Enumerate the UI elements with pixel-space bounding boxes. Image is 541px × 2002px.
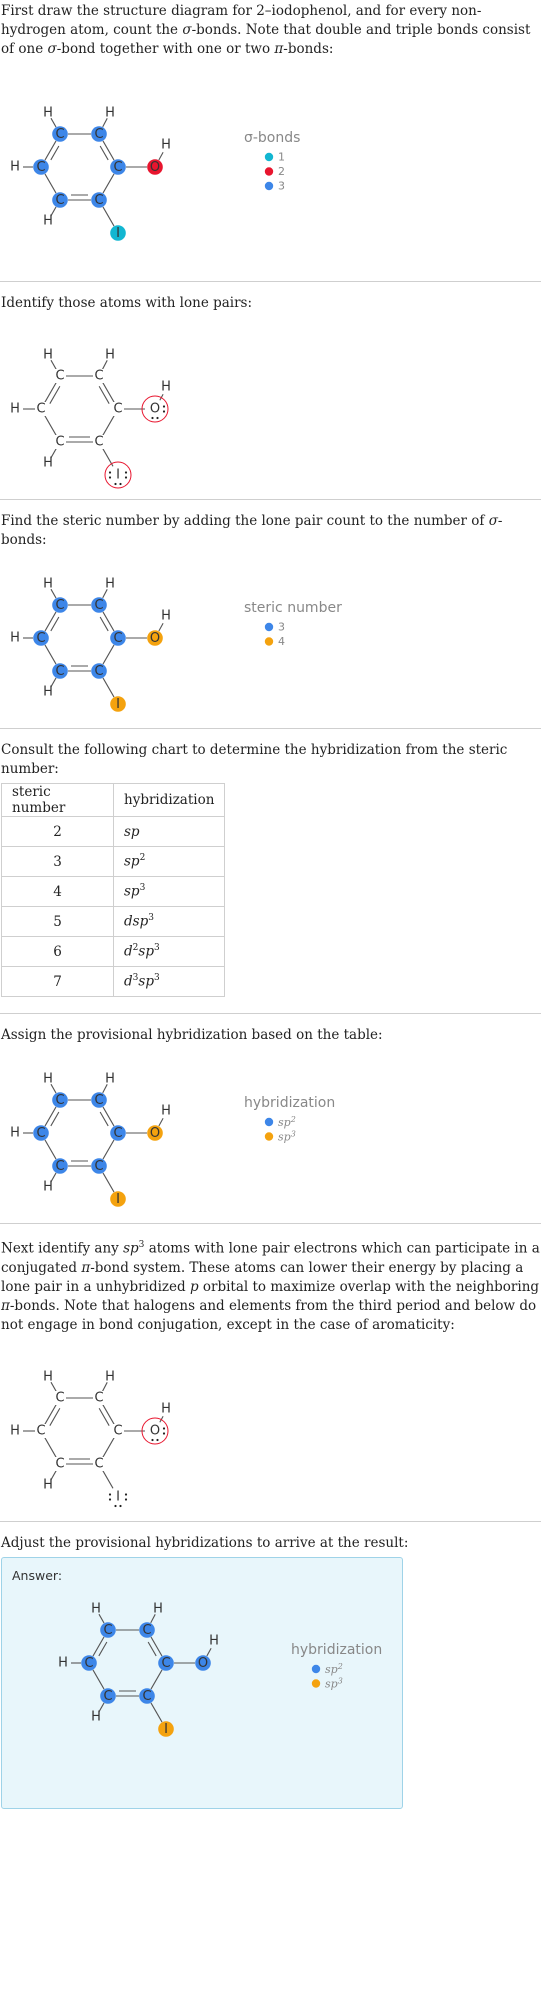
section-text: Adjust the provisional hybridizations to arrive at the result: [1,1534,409,1551]
hybridization-cell: sp [114,817,225,847]
section-text: Identify those atoms with lone pairs: [1,295,253,311]
hydrogen-label: H [10,1423,20,1438]
legend-title: hybridization [291,1641,383,1658]
oxygen-label: O [149,401,161,417]
hydrogen-label: H [43,1477,53,1492]
steric-number-cell: 2 [2,817,114,847]
lone-pair-dot [125,471,127,473]
atom-label: O [149,1126,161,1141]
hydrogen-label: H [105,576,115,592]
carbon-label: C [94,1390,104,1405]
bond-line [93,1636,104,1655]
lone-pair-dot [119,1504,121,1506]
bond-line [159,623,163,631]
atom-label: C [113,160,123,175]
bond-line [103,141,114,160]
atom-label: C [94,664,104,679]
bond-line [102,1436,115,1459]
bond-line [99,386,109,403]
hydrogen-label: H [105,1071,115,1087]
carbon-label: C [94,368,104,384]
bond-line [45,1107,56,1126]
hydrogen-label: H [10,159,20,175]
table-header-row [2,784,225,817]
section-text: Consult the following chart to determine the hybridization from the steric number: [1,742,508,777]
hydrogen-label: H [105,1369,115,1384]
bond-line [44,1436,57,1459]
legend-dot [312,1664,320,1672]
structure-diagram [0,1335,541,1521]
lone-pair-dot [109,1498,111,1500]
molecule-svg [0,550,541,728]
carbon-label: C [113,401,123,417]
section-provisional-hybridization [0,1014,541,1223]
legend-dot [265,153,273,161]
steric-number-cell: 6 [2,937,114,967]
hydrogen-label: H [43,684,53,700]
carbon-label: C [55,1390,65,1405]
legend-title: steric number [244,600,342,616]
table-header: steric number [2,784,114,817]
hydrogen-label: H [161,137,171,153]
hydrogen-label: H [58,1655,68,1670]
oxygen-label: O [149,1423,161,1438]
atom-label: C [103,1688,113,1704]
bond-line [45,174,56,193]
lone-pair-dot [163,1427,165,1429]
atom-label: C [36,160,46,175]
answer-label: Answer: [12,1567,63,1583]
lone-pair-dot [125,1498,127,1500]
bond-line [44,414,57,437]
bond-line [103,1107,114,1126]
legend-label: $sp^3$ [325,1676,343,1690]
table-row [2,877,225,907]
hydrogen-label: H [153,1601,163,1616]
bond-line [102,1469,113,1488]
carbon-label: C [94,434,104,450]
table-header: hybridization [114,784,225,817]
atom-label: O [149,631,161,646]
atom-label: C [94,127,104,142]
bond-line [45,1140,56,1159]
bond-line [44,381,57,404]
table-row [2,907,225,937]
section-text: First draw the structure diagram for 2–iodophenol, and for every non-hydrogen atom, count the σ-bonds. Note that double and triple bonds consist of one σ-bond together with one or two π-bonds: [1,3,531,57]
bond-line [50,386,60,403]
legend-dot [265,182,273,190]
hydrogen-label: H [10,1125,20,1141]
molecule-svg [0,1335,541,1521]
molecule-svg [0,313,541,499]
atom-label: O [197,1655,209,1671]
atom-label: I [116,1192,120,1207]
legend-label: 3 [278,620,285,634]
atom-label: I [164,1721,168,1737]
section-text: Find the steric number by adding the lone pair count to the number of σ-bonds: [1,513,503,548]
structure-diagram [0,59,541,281]
atom-label: C [94,193,104,208]
hydrogen-label: H [43,1369,53,1384]
hybridization-cell: $d^3sp^3$ [114,967,225,997]
carbon-label: C [94,1456,104,1471]
hydrogen-label: H [161,608,171,624]
molecule-svg [2,1558,402,1808]
hydrogen-label: H [43,347,53,363]
carbon-label: C [55,1456,65,1471]
atom-label: C [142,1688,152,1704]
table-row [2,967,225,997]
section-text: Assign the provisional hybridization based on the table: [1,1027,383,1043]
steric-number-cell: 7 [2,967,114,997]
structure-diagram [0,313,541,499]
atom-label: C [113,1126,123,1141]
molecule-svg [0,59,541,281]
legend-label: 3 [278,179,285,193]
atom-label: I [116,226,120,241]
hybridization-cell: dsp$^3$ [114,907,225,937]
atom-label: I [116,697,120,712]
hybridization-cell: $d^2sp^3$ [114,937,225,967]
bond-line [151,1636,162,1655]
legend-dot [265,637,273,645]
atom-label: C [161,1655,171,1671]
bond-line [45,645,56,664]
bond-line [99,1408,109,1425]
legend-title: σ-bonds [244,130,301,146]
atom-label: C [94,1093,104,1108]
hydrogen-label: H [161,1103,171,1119]
carbon-label: C [113,1423,123,1438]
hybridization-table [1,783,225,997]
legend-label: $sp^2$ [278,1115,296,1129]
hydrogen-label: H [10,630,20,646]
legend-dot [265,167,273,175]
table-row [2,817,225,847]
atom-label: C [113,631,123,646]
atom-label: C [55,1159,65,1174]
atom-label: C [55,127,65,142]
lone-pair-dot [151,417,153,419]
hydrogen-label: H [209,1633,219,1648]
hydrogen-label: H [161,1401,171,1416]
lone-pair-dot [109,1493,111,1495]
atom-label: C [94,598,104,613]
legend-dot [312,1679,320,1687]
lone-pair-dot [163,410,165,412]
bond-line [103,612,114,631]
hydrogen-label: H [43,1179,53,1195]
lone-pair-dot [125,1493,127,1495]
legend-label: $sp^3$ [278,1129,296,1144]
lone-pair-dot [109,476,111,478]
section-lone-pairs [0,282,541,499]
hybridization-cell: $sp^2$ [114,847,225,877]
atom-label: C [103,1622,113,1638]
lone-pair-dot [151,1438,153,1440]
section-answer [0,1522,541,1809]
atom-label: C [55,664,65,679]
atom-label: C [55,193,65,208]
hydrogen-label: H [91,1601,101,1616]
bond-line [103,678,114,697]
legend-dot [265,1118,273,1126]
legend-label: $sp^2$ [325,1661,343,1676]
iodine-label: I [116,1489,120,1504]
atom-label: C [142,1622,152,1638]
carbon-label: C [55,368,65,384]
bond-line [103,1173,114,1192]
section-conjugation [0,1224,541,1521]
lone-pair-dot [109,471,111,473]
lone-pair-dot [114,1504,116,1506]
bond-line [151,1702,162,1721]
bond-line [103,174,114,193]
bond-line [102,381,115,404]
atom-label: C [36,1126,46,1141]
hydrogen-label: H [43,105,53,121]
bond-line [45,141,56,160]
bond-line [151,1669,162,1688]
lone-pair-dot [163,1432,165,1434]
bond-line [103,207,114,226]
bond-line [93,1669,104,1688]
legend-dot [265,623,273,631]
section-hybridization-chart [0,729,541,1013]
section-steric-number [0,500,541,728]
atom-label: C [55,1093,65,1108]
lone-pair-dot [119,483,121,485]
structure-diagram [0,1045,541,1223]
carbon-label: C [36,401,46,417]
hydrogen-label: H [43,455,53,471]
bond-line [103,645,114,664]
bond-line [159,1118,163,1126]
hydrogen-label: H [43,213,53,229]
bond-line [159,152,163,160]
legend-dot [265,1132,273,1140]
steric-number-cell: 3 [2,847,114,877]
legend-title: hybridization [244,1095,336,1111]
legend-label: 4 [278,635,285,648]
legend-label: 2 [278,165,285,178]
lone-pair-dot [163,405,165,407]
hydrogen-label: H [105,105,115,121]
atom-label: C [94,1159,104,1174]
hydrogen-label: H [10,401,20,417]
atom-label: C [36,631,46,646]
atom-label: C [55,598,65,613]
lone-pair-dot [156,417,158,419]
section-text: Next identify any $sp^3$ atoms with lone pair electrons which can participate in a conjugated π-bond system. These atoms can lower their energy by placing a lone pair in a unhybridized p orbital to maximize overlap with the neighboring π-bonds. Note that halogens and elements from the third period and below do not engage in bond conjugation, except in the case of aromaticity: [1,1240,540,1333]
table-row [2,937,225,967]
iodine-label: I [116,467,120,483]
legend-label: 1 [278,150,285,164]
section-sigma-bonds [0,0,541,281]
atom-label: O [149,160,161,175]
hydrogen-label: H [105,347,115,363]
bond-line [103,1140,114,1159]
atom-label: C [84,1655,94,1671]
carbon-label: C [36,1423,46,1438]
steric-number-cell: 4 [2,877,114,907]
table-row [2,847,225,877]
bond-line [50,1408,60,1425]
carbon-label: C [55,434,65,450]
hydrogen-label: H [43,1071,53,1087]
hydrogen-label: H [43,576,53,592]
lone-pair-dot [156,1438,158,1440]
steric-number-cell: 5 [2,907,114,937]
bond-line [102,414,115,437]
bond-line [45,612,56,631]
bond-line [44,1403,57,1426]
lone-pair-dot [114,483,116,485]
hydrogen-label: H [161,379,171,395]
hydrogen-label: H [91,1709,101,1724]
answer-box [1,1557,403,1809]
structure-diagram [0,550,541,728]
bond-line [102,1403,115,1426]
bond-line [207,1648,211,1656]
molecule-svg [0,1045,541,1223]
hybridization-cell: $sp^3$ [114,877,225,907]
lone-pair-dot [125,476,127,478]
